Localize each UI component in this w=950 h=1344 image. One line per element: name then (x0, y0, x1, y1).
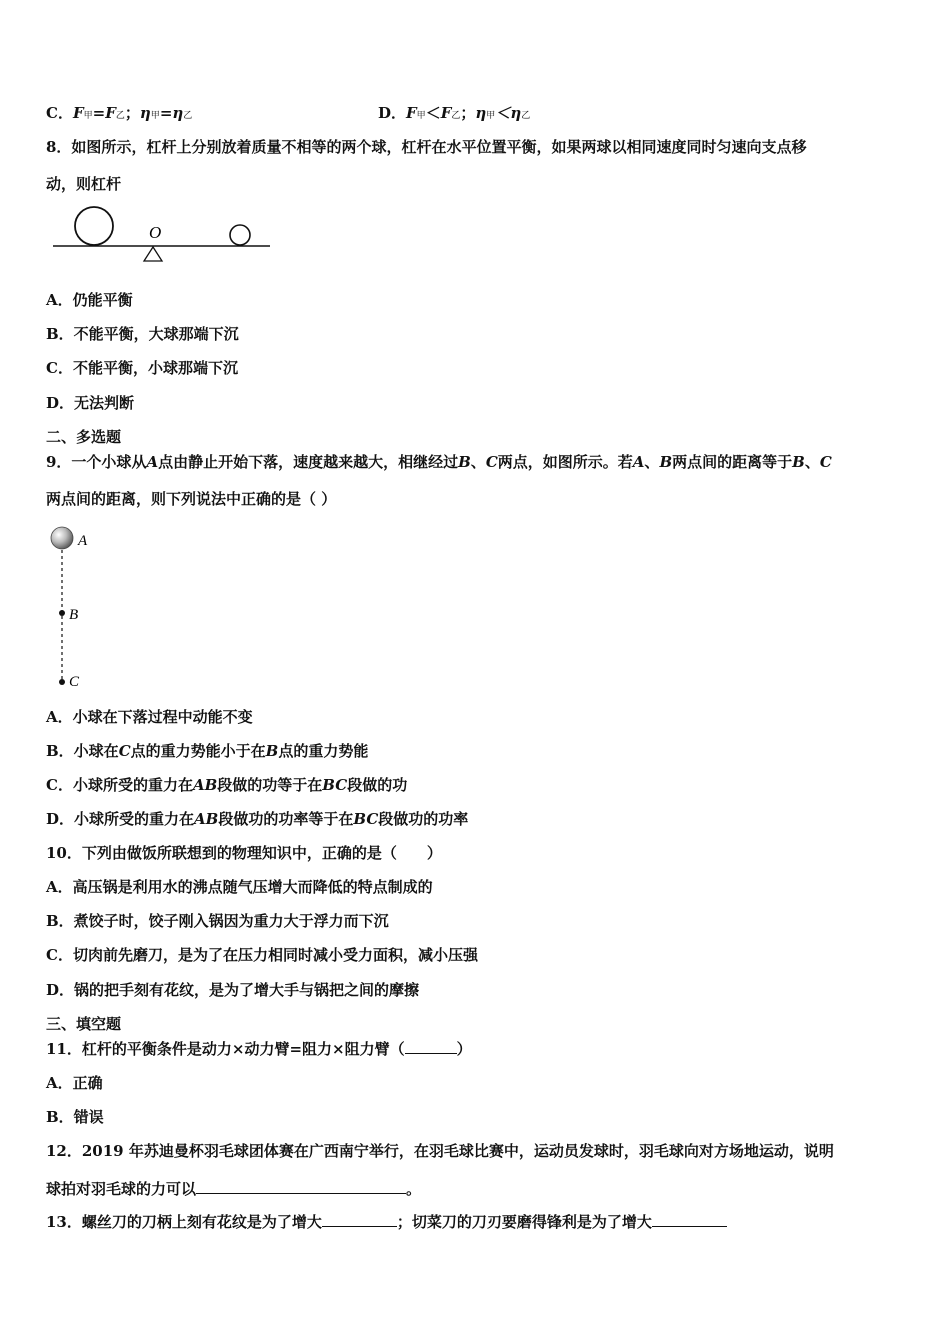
q10-option-b: B．煮饺子时，饺子刚入锅因为重力大于浮力而下沉 (46, 912, 389, 930)
label-b: B (69, 607, 79, 623)
q8-option-c: C．不能平衡，小球那端下沉 (46, 359, 238, 377)
q11-option-a: A．正确 (46, 1074, 103, 1092)
q9-option-d: D．小球所受的重力在AB段做功的功率等于在BC段做功的功率 (46, 810, 469, 828)
point-c (59, 679, 65, 685)
q12-stem-line1: 12．2019 年苏迪曼杯羽毛球团体赛在广西南宁举行，在羽毛球比赛中，运动员发球时，羽毛球向对方场地运动，说明 (46, 1142, 834, 1160)
q7-option-c: C．F甲=F乙；η甲=η乙 (46, 104, 193, 122)
q11-option-b: B．错误 (46, 1108, 104, 1126)
section-fill-blank: 三、填空题 (46, 1015, 122, 1033)
section-multi-choice: 二、多选题 (46, 428, 122, 446)
fulcrum-label: O (149, 223, 162, 242)
q8-stem-line2: 动，则杠杆 (46, 175, 122, 193)
q10-option-c: C．切肉前先磨刀，是为了在压力相同时减小受力面积，减小压强 (46, 946, 478, 964)
q10-option-d: D．锅的把手刻有花纹，是为了增大手与锅把之间的摩擦 (46, 981, 420, 999)
q12-stem-line2: 球拍对羽毛球的力可以 。 (46, 1180, 422, 1198)
answer-blank[interactable] (405, 1039, 457, 1054)
q10-option-a: A．高压锅是利用水的沸点随气压增大而降低的特点制成的 (46, 878, 433, 896)
q11-stem: 11．杠杆的平衡条件是动力×动力臂=阻力×阻力臂（ ） (46, 1040, 472, 1058)
q8-option-b: B．不能平衡，大球那端下沉 (46, 325, 239, 343)
small-ball (230, 225, 250, 245)
q8-option-a: A．仍能平衡 (46, 291, 133, 309)
q9-option-c: C．小球所受的重力在AB段做的功等于在BC段做的功 (46, 776, 408, 794)
label-c: C (69, 674, 80, 690)
label-a: A (78, 533, 88, 549)
falling-ball-figure (44, 522, 104, 692)
answer-blank[interactable] (652, 1212, 727, 1227)
q13-stem: 13．螺丝刀的刀柄上刻有花纹是为了增大 ；切菜刀的刀刃要磨得锋利是为了增大 (46, 1212, 727, 1232)
q7-option-d: D．F甲＜F乙；η甲＜η乙 (378, 104, 531, 122)
lever-figure (50, 203, 275, 265)
big-ball (75, 207, 113, 245)
q9-stem-line1: 9．一个小球从A点由静止开始下落，速度越来越大，相继经过B、C两点，如图所示。若A、B两点间的距离等于B、C (46, 453, 832, 471)
answer-blank[interactable] (322, 1212, 397, 1227)
ball (51, 527, 73, 549)
q8-stem-line1: 8．如图所示，杠杆上分别放着质量不相等的两个球，杠杆在水平位置平衡，如果两球以相同速度同时匀速向支点移 (46, 138, 807, 156)
q9-option-a: A．小球在下落过程中动能不变 (46, 708, 253, 726)
q10-stem: 10．下列由做饭所联想到的物理知识中，正确的是（ ） (46, 844, 442, 862)
q9-stem-line2: 两点间的距离，则下列说法中正确的是（ ） (46, 490, 337, 508)
point-b (59, 610, 65, 616)
answer-blank[interactable] (196, 1179, 406, 1194)
q9-option-b: B．小球在C点的重力势能小于在B点的重力势能 (46, 742, 369, 760)
q8-option-d: D．无法判断 (46, 394, 135, 412)
fulcrum (144, 247, 162, 261)
